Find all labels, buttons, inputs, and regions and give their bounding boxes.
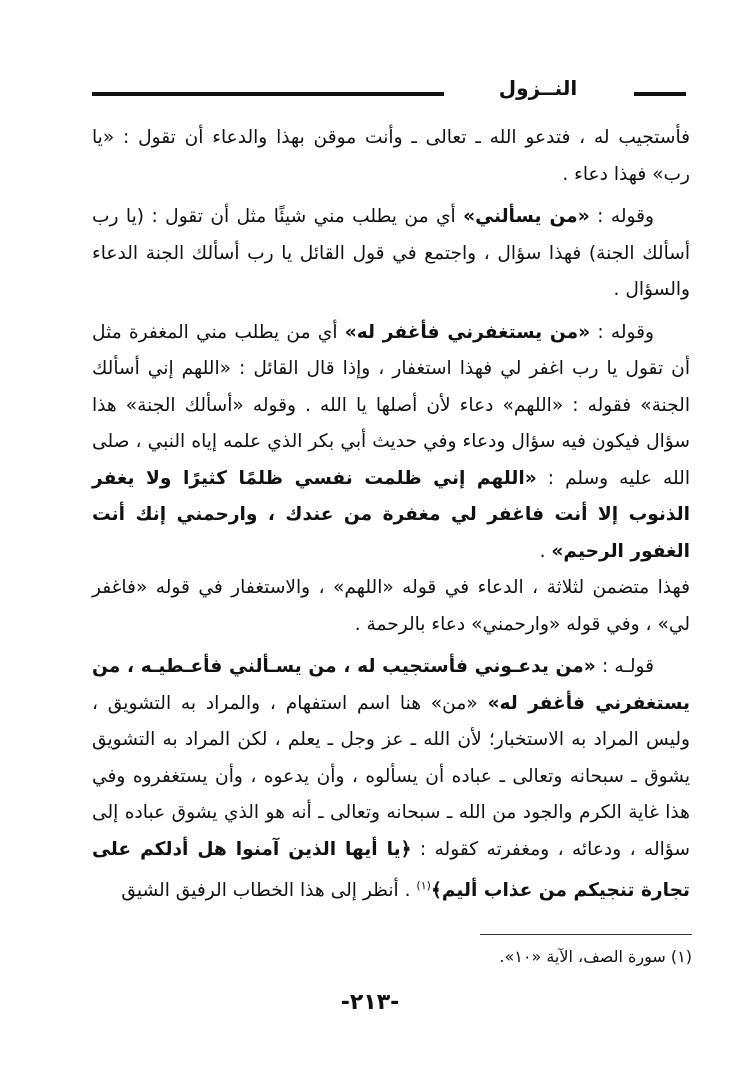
hadith-quote-who-asks: «من يسألني» xyxy=(463,206,590,227)
footnote: (١) سورة الصف، الآية «١٠». xyxy=(499,947,692,966)
header-title: النــزول xyxy=(498,76,578,100)
body-text xyxy=(92,120,690,910)
paragraph-2-text: أي من يطلب مني شيئًا مثل أن تقول : (يا رب أسألك الجنة) فهذا سؤال ، واجتمع في قول القائل يا رب أسألك الجنة الدعاء والسؤال . xyxy=(92,206,690,300)
page-number: -٢١٣- xyxy=(340,990,400,1015)
paragraph-4: فهذا متضمن لثلاثة ، الدعاء في قوله «اللهم» ، والاستغفار في قوله «فاغفر لي» ، وفي قوله «وارحمني» دعاء بالرحمة . xyxy=(92,577,690,635)
paragraph-2 xyxy=(92,199,690,309)
footnote-marker: (١) xyxy=(416,879,431,892)
footnote-rule xyxy=(480,934,692,935)
dua-quote-abu-bakr: «اللهم إني ظلمت نفسي ظلمًا كثيرًا ولا يغفر الذنوب إلا أنت فاغفر لي مغفرة من عندك ، وارحمني إنك أنت الغفور الرحيم» xyxy=(92,467,690,562)
hadith-quote-who-calls: «من يدعـوني فأستجيب له ، من يسـألني فأعـطيـه ، من يستغفرني فأغفر له» xyxy=(92,656,690,714)
paragraph-2-lead: وقوله : xyxy=(589,206,654,227)
header-rule-short xyxy=(634,92,686,96)
running-header xyxy=(92,72,686,112)
paragraph-3-lead: وقوله : xyxy=(590,321,654,343)
hadith-quote-who-seeks-forgiveness: «من يستغفرني فأغفر له» xyxy=(344,321,591,343)
paragraph-5-text: «من» هنا اسم استفهام ، والمراد به التشويق ، وليس المراد به الاستخبار؛ لأن الله ـ عز وجل ـ يعلم ، لكن المراد به التشويق يشوق ـ سبحانه وتعالى ـ عباده أن يسألوه ، وأن يدعوه ، وأن يستغفروه وفي هذا غاية الكرم والجود من الله ـ سبحانه وتعالى ـ أنه هو الذي يشوق عباده إلى سؤاله ، ودعائه ، ومغفرته كقوله : xyxy=(92,692,690,860)
paragraph-5 xyxy=(92,649,690,910)
paragraph-3-end: . xyxy=(539,540,552,562)
paragraph-5-end: . أنظر إلى هذا الخطاب الرفيق الشيق xyxy=(121,880,417,902)
paragraph-5-lead: قولـه : xyxy=(595,656,654,677)
paragraph-3-text: أي من يطلب مني المغفرة مثل أن تقول يا رب اغفر لي فهذا استغفار ، وإذا قال القائل : «اللهم إني أسألك الجنة» فقوله : «اللهم» دعاء لأن أصلها يا الله . وقوله «أسألك الجنة» هذا سؤال فيكون فيه سؤال ودعاء وفي حديث أبي بكر الذي علمه إياه النبي ، صلى الله عليه وسلم : xyxy=(92,321,690,489)
header-rule-long xyxy=(92,92,444,96)
paragraph-3 xyxy=(92,315,690,571)
quran-verse-quote: ﴿يا أيها الذين آمنوا هل أدلكم على تجارة تنجيكم من عذاب أليم﴾ xyxy=(92,838,690,902)
paragraph-1: فأستجيب له ، فتدعو الله ـ تعالى ـ وأنت موقن بهذا والدعاء أن تقول : «يا رب» فهذا دعاء . xyxy=(92,127,690,185)
